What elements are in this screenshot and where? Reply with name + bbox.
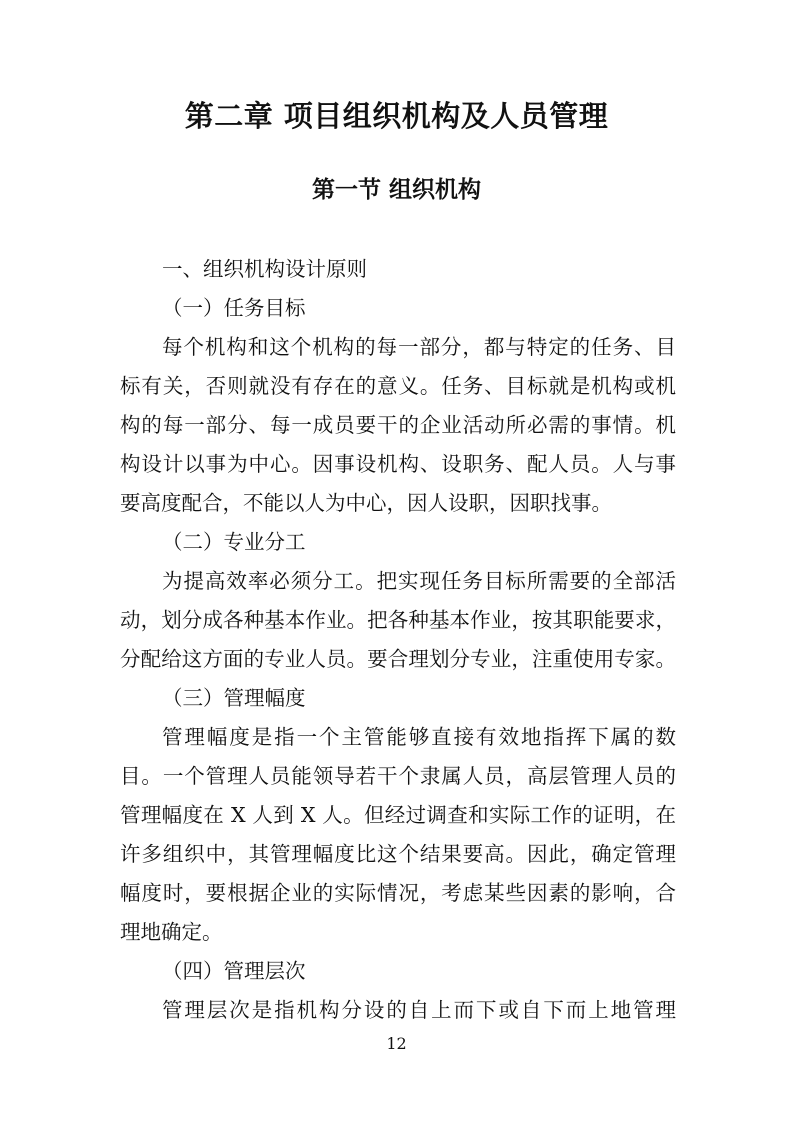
paragraph-line: 管理层次是指机构分设的自上而下或自下而上地管理 [162, 998, 676, 1022]
page-number: 12 [386, 1034, 407, 1053]
paragraph-line: 标有关，否则就没有存在的意义。任务、目标就是机构或机 [120, 374, 676, 398]
paragraph-line: 分配给这方面的专业人员。要合理划分专业，注重使用专家。 [120, 647, 676, 671]
paragraph-line: 许多组织中，其管理幅度比这个结果要高。因此，确定管理 [120, 842, 676, 866]
paragraph-line: 每个机构和这个机构的每一部分，都与特定的任务、目 [162, 335, 676, 359]
paragraph-line: 动，划分成各种基本作业。把各种基本作业，按其职能要求， [120, 608, 676, 632]
paragraph-line: 目。一个管理人员能领导若干个隶属人员，高层管理人员的 [120, 764, 676, 788]
subheading-specialization: （二）专业分工 [162, 530, 306, 554]
paragraph-line: 幅度时，要根据企业的实际情况，考虑某些因素的影响，合 [120, 881, 676, 905]
paragraph-line: 构设计以事为中心。因事设机构、设职务、配人员。人与事 [120, 452, 676, 476]
paragraph-line: 构的每一部分、每一成员要干的企业活动所必需的事情。机 [120, 413, 676, 437]
subheading-management-span: （三）管理幅度 [162, 686, 306, 710]
subheading-management-levels: （四）管理层次 [162, 959, 306, 983]
heading-organization-design-principles: 一、组织机构设计原则 [162, 257, 367, 281]
paragraph-line: 管理幅度是指一个主管能够直接有效地指挥下属的数 [162, 725, 676, 749]
paragraph-line: 要高度配合，不能以人为中心，因人设职，因职找事。 [120, 491, 612, 515]
section-title: 第一节 组织机构 [311, 177, 481, 203]
body-text [120, 250, 676, 1030]
paragraph-line: 理地确定。 [120, 920, 223, 944]
subheading-task-goal: （一）任务目标 [162, 296, 306, 320]
chapter-title: 第二章 项目组织机构及人员管理 [184, 99, 609, 133]
paragraph-line: 为提高效率必须分工。把实现任务目标所需要的全部活 [162, 569, 676, 593]
paragraph-line: 管理幅度在 X 人到 X 人。但经过调查和实际工作的证明，在 [120, 803, 676, 827]
